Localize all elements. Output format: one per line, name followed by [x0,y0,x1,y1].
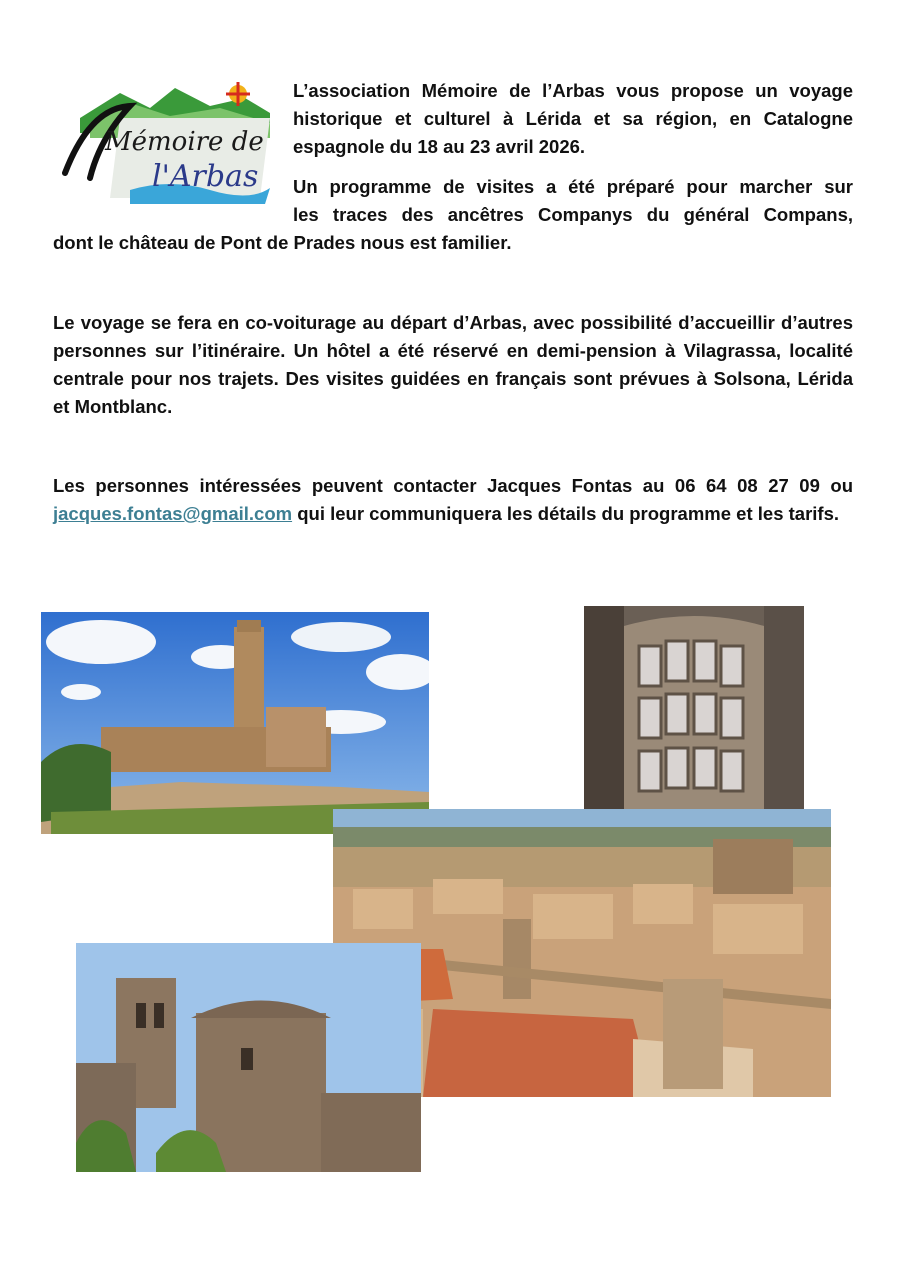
travel-paragraph [53,309,853,421]
photo-solsona-church [76,943,421,1172]
contact-email-link[interactable]: jacques.fontas@gmail.com [53,503,293,524]
photo-modernist-facade [584,606,804,836]
contact-paragraph [53,472,853,528]
photo-seu-vella-lleida [41,612,429,834]
intro-text: L’association Mémoire de l’Arbas vous propose un voyage historique et culturel à Lérida et sa région, en Catalogne espagnole du 18 au 23 avril 2026. [293,80,853,157]
memoire-arbas-logo [60,78,272,208]
program-paragraph-end [53,229,853,257]
contact-text-after: qui leur communiquera les détails du programme et les tarifs. [292,503,840,524]
logo-line2: l'Arbas [152,159,259,194]
travel-text: Le voyage se fera en co-voiturage au départ d’Arbas, avec possibilité d’accueillir d’autres personnes sur l’itinéraire. Un hôtel a été réservé en demi-pension à Vilagrassa, localité centrale pour nos trajets. Des visites guidées en français sont prévues à Solsona, Lérida et Montblanc. [53,312,853,417]
contact-text-before: Les personnes intéressées peuvent contacter Jacques Fontas au 06 64 08 27 09 ou [53,475,853,496]
program-line-3: dont le château de Pont de Prades nous est familier. [53,232,512,253]
program-line-1: Un programme de visites a été préparé pour marcher sur [293,176,853,197]
intro-paragraph [293,77,853,161]
program-line-2: les traces des ancêtres Companys du général Compans, [293,204,853,225]
logo-line1: Mémoire de [105,127,264,157]
program-paragraph [293,173,853,229]
